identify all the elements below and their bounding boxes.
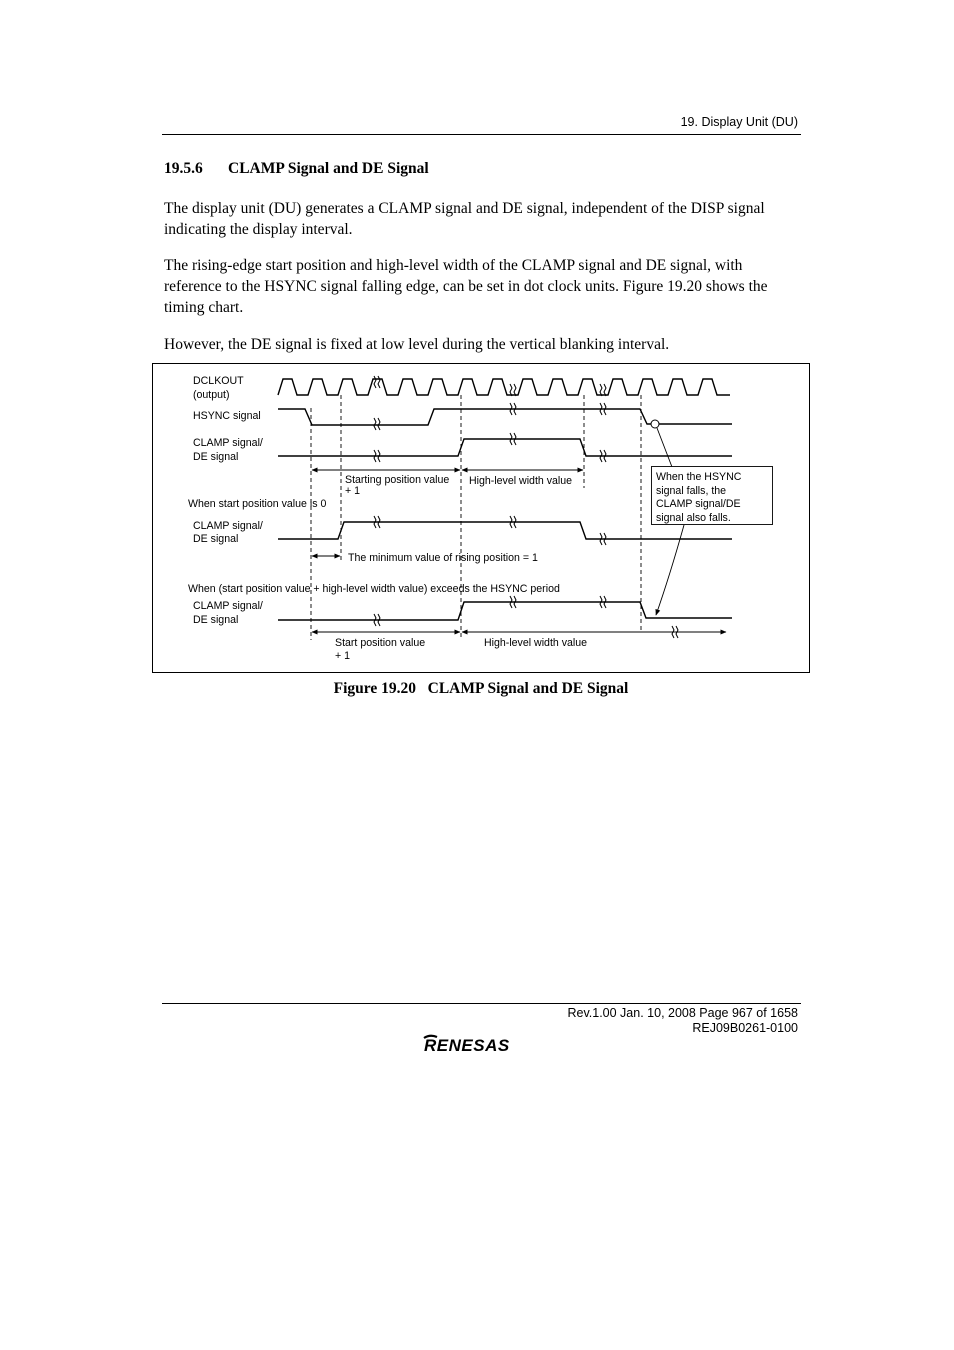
callout-leader-top <box>657 428 672 467</box>
renesas-logo <box>420 1032 544 1056</box>
note-line-2: signal falls, the <box>656 485 727 497</box>
label-dclkout-output: (output) <box>193 389 230 401</box>
paragraph-1: The display unit (DU) generates a CLAMP signal and DE signal, independent of the DISP signal indicating the display interval. <box>164 200 765 238</box>
label-clamp-1a: CLAMP signal/ <box>193 437 263 449</box>
paragraph-3: However, the DE signal is fixed at low level during the vertical blanking interval. <box>164 336 670 353</box>
clamp-waveform-3 <box>278 602 732 620</box>
label-case-exceed: When (start position value + high-level width value) exceeds the HSYNC period <box>188 583 560 595</box>
label-clamp-2a: CLAMP signal/ <box>193 520 263 532</box>
note-line-3: CLAMP signal/DE <box>656 498 741 510</box>
hsync-waveform <box>278 409 732 425</box>
label-min-value: The minimum value of rising position = 1 <box>348 552 538 564</box>
label-start-pos-plus: + 1 <box>335 650 351 662</box>
break-marks <box>374 376 678 638</box>
footer-rule <box>162 1003 801 1004</box>
footer-docnum: REJ09B0261-0100 <box>692 1021 798 1035</box>
figure-caption: Figure 19.20 CLAMP Signal and DE Signal <box>333 680 629 697</box>
running-header: 19. Display Unit (DU) <box>680 115 798 129</box>
section-number: 19.5.6 <box>164 160 203 177</box>
label-case-zero: When start position value is 0 <box>188 498 327 510</box>
clamp-waveform-1 <box>278 439 732 456</box>
label-starting-pos: Starting position value <box>345 474 450 486</box>
label-clamp-3a: CLAMP signal/ <box>193 600 263 612</box>
footer-revision: Rev.1.00 Jan. 10, 2008 Page 967 of 1658 <box>567 1006 798 1020</box>
label-dclkout: DCLKOUT <box>193 375 244 387</box>
label-clamp-1b: DE signal <box>193 451 239 463</box>
label-start-pos: Start position value <box>335 637 426 649</box>
dashed-guides <box>311 395 641 640</box>
note-line-1: When the HSYNC <box>656 471 742 483</box>
label-clamp-3b: DE signal <box>193 614 239 626</box>
note-line-4: signal also falls. <box>656 512 731 524</box>
dclkout-waveform <box>278 379 730 395</box>
label-high-width-3: High-level width value <box>484 637 588 649</box>
section-title: CLAMP Signal and DE Signal <box>228 160 429 177</box>
label-starting-pos-plus: + 1 <box>345 485 361 497</box>
svg-text:RENESAS: RENESAS <box>424 1036 510 1055</box>
hsync-fall-marker <box>651 420 659 428</box>
label-high-width-1: High-level width value <box>469 475 573 487</box>
label-hsync: HSYNC signal <box>193 410 261 422</box>
label-clamp-2b: DE signal <box>193 533 239 545</box>
paragraph-2: The rising-edge start position and high-level width of the CLAMP signal and DE signal, with reference to the HSYNC signal falling edge, can be set in dot clock units. Figure 19.20 shows the timing chart. <box>164 257 768 316</box>
